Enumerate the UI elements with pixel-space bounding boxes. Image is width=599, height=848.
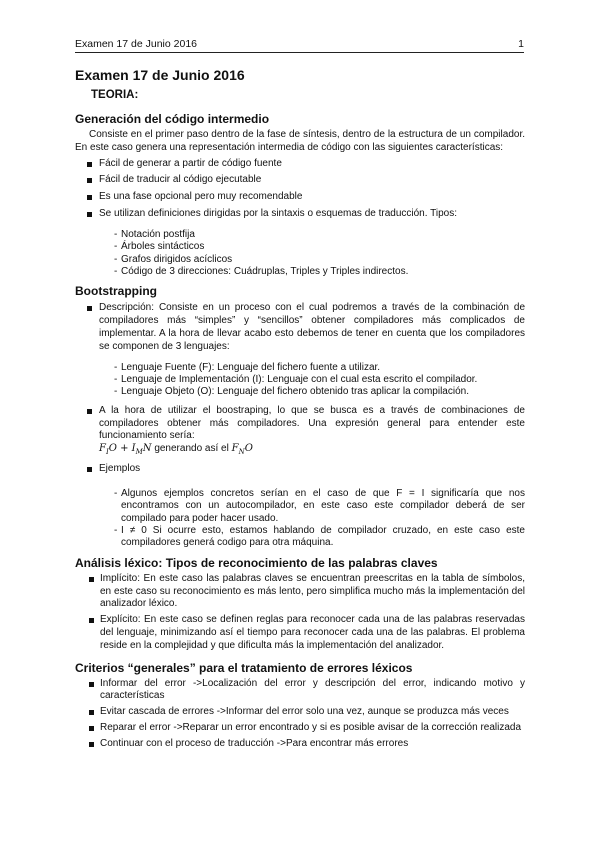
types-sublist [99,229,525,279]
sublist-item: - I ≠ 0 Si ocurre esto, estamos hablando de compilador cruzado, en este caso este compiladores generá codigo para otra máquina. [114,525,525,549]
examples-sublist [99,488,525,550]
description-label: Descripción: [99,302,155,314]
bullet-icon [89,618,94,623]
sublist-item: - Lenguaje Objeto (O): Lenguaje del fichero obtenido tras aplicar la compilación. [114,386,469,398]
heading-bootstrapping: Bootstrapping [75,284,157,299]
header-rule [75,52,524,53]
sublist-item: - Lenguaje de Implementación (I): Lenguaje con el cual esta escrito el compilador. [114,374,478,385]
sublist-item: - Algunos ejemplos concretos serían en el caso de que F = I significaría que nos encontramos con un autocompilador, en este caso este compilador deberá de ser compilado para poder hacer usado. [114,487,525,524]
dash-icon: - [114,374,118,385]
document-title: Examen 17 de Junio 2016 [75,67,245,83]
dash-icon: - [114,361,118,373]
list-item: Informar del error ->Localización del error y descripción del error, indicando motivo y características [75,678,525,704]
list-item: Es una fase opcional pero muy recomendable [75,191,525,204]
list-item: Explícito: En este caso se definen reglas para reconocer cada una de las palabras reservadas del lenguaje, minimizando así el tiempo para reconocer cada una de las palabras. El problema reside en la complejidad y que dificulta más la implementación del analizador. [75,614,525,652]
formula: $F_IO + I_MN$ [99,443,152,457]
sublist-item: - Grafos dirigidos acíclicos [114,253,233,265]
sublist-item: - Código de 3 direcciones: Cuádruplas, Triples y Triples indirectos. [114,266,409,277]
dash-icon: - [114,228,118,240]
bullet-icon [87,306,92,311]
formula-tail: generando así el [154,443,229,455]
list-item: Continuar con el proceso de traducción ->Para encontrar más errores [75,738,525,751]
bullet-icon [87,178,92,183]
heading-criterios: Criterios “generales” para el tratamiento de errores léxicos [75,660,413,675]
dash-icon: - [114,266,118,277]
bullet-icon [87,162,92,167]
header-title: Examen 17 de Junio 2016 [75,38,198,50]
dash-icon: - [114,525,118,537]
dash-icon: - [114,241,118,253]
running-header [75,38,524,51]
intro-paragraph: Consiste en el primer paso dentro de la fase de síntesis, dentro de la estructura de un compilador. En este caso genera una representación intermedia de código con las siguientes características: [75,129,525,153]
heading-analisis-lexico: Análisis léxico: Tipos de reconocimiento de las palabras claves [75,555,438,570]
sublist-item: - Notación postfija [114,228,195,240]
dash-icon: - [114,487,118,499]
criteria-list [75,678,525,751]
list-item: A la hora de utilizar el boostraping, lo que se busca es a través de combinaciones de compiladores obtener más compiladores. Una expresión general para entender este funcionamiento sería: $F_IO + I_MN$ generando así el $F_NO$ [75,405,525,459]
characteristics-list [75,158,525,279]
bullet-icon [89,682,94,687]
dash-icon: - [114,386,118,398]
list-item: Reparar el error ->Reparar un error encontrado y si es posible avisar de la corrección realizada [75,722,525,735]
formula-result: $F_NO$ [231,443,253,457]
list-item: Fácil de generar a partir de código fuente [75,158,525,171]
sublist-item: - Lenguaje Fuente (F): Lenguaje del fichero fuente a utilizar. [114,361,381,373]
bullet-icon [87,467,92,472]
page-body [75,66,525,754]
heading-codigo-intermedio: Generación del código intermedio [75,112,270,126]
bullet-icon [87,212,92,217]
list-item: Se utilizan definiciones dirigidas por la sintaxis o esquemas de traducción. Tipos: - Notación postfija - Árboles sintácticos - Grafos dirigidos acíclicos - Código de 3 direcciones: Cuádruplas, Triples y Triples indirectos. [75,208,525,278]
bullet-icon [89,577,94,582]
list-item: Evitar cascada de errores ->Informar del error solo una vez, aunque se produzca más veces [75,706,525,719]
bullet-icon [89,742,94,747]
bullet-icon [87,409,92,414]
list-item: Descripción: Consiste en un proceso con el cual podremos a través de la combinación de compiladores más “simples” y “sencillos” obtener compiladores más complicados de implementar. A la hora de llevar acabo esto debemos de tener en cuenta que los compiladores se componen de 3 lenguajes: - Lenguaje Fuente (F): Lenguaje del fichero fuente a utilizar. - Lenguaje de Implementación (I): Lenguaje con el cual esta escrito el compilador. - Lenguaje Objeto (O): Lenguaje del fichero obtenido tras aplicar la compilación. [75,302,525,398]
section-label-teoria: TEORIA: [91,89,139,101]
page-number: 1 [518,38,524,50]
lexical-list [75,573,525,653]
bullet-icon [89,726,94,731]
sublist-item: - Árboles sintácticos [114,241,205,253]
bullet-icon [87,195,92,200]
bullet-icon [89,710,94,715]
list-item: Implícito: En este caso las palabras claves se encuentran preescritas en la tabla de símbolos, en este caso su reconocimiento es más lento, pero simplifica mucho más la implementación del analizador léxico. [75,573,525,611]
list-item: Fácil de traducir al código ejecutable [75,174,525,187]
bootstrapping-list [75,302,525,549]
dash-icon: - [114,253,118,265]
languages-sublist [99,362,525,399]
list-item: Ejemplos - Algunos ejemplos concretos serían en el caso de que F = I significaría que nos encontramos con un autocompilador, en este caso este compilador deberá de ser compilado para poder hacer usado. - I ≠ 0 Si ocurre esto, estamos hablando de compilador cruzado, en este caso este compiladores generá codigo para otra máquina. [75,463,525,550]
